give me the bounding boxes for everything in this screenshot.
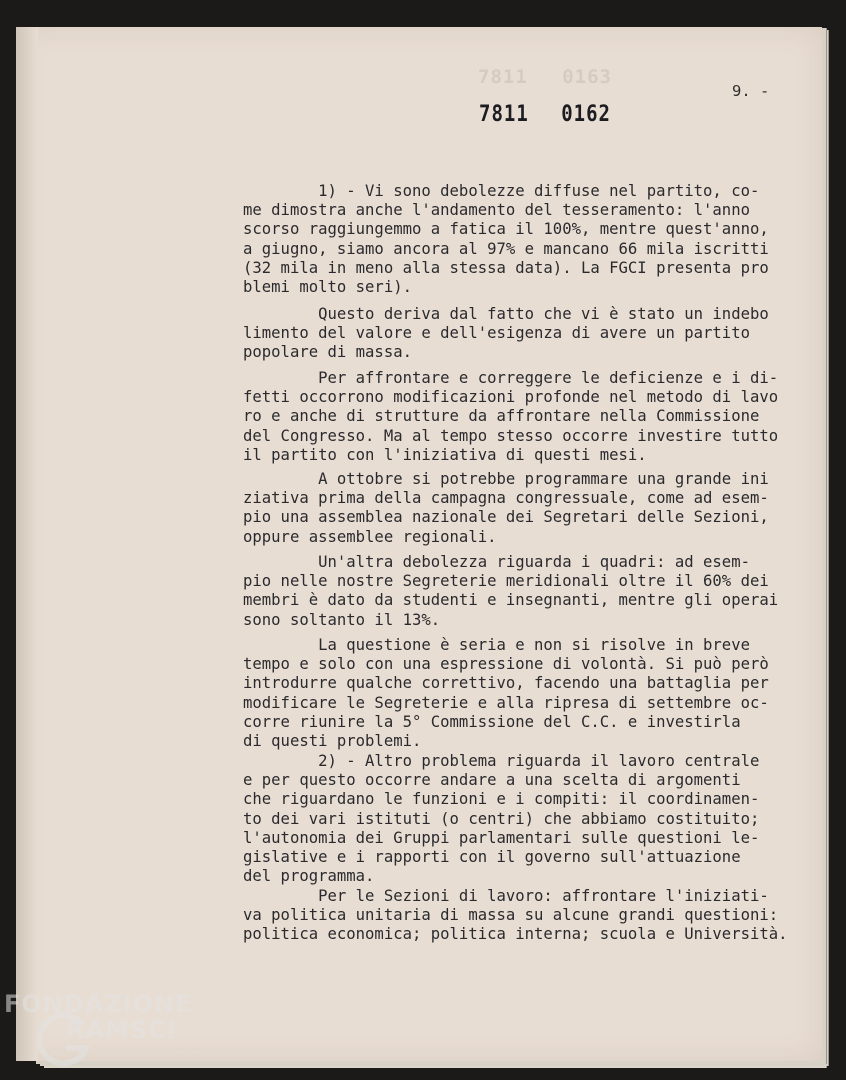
page-binding-shadow: [16, 27, 38, 1061]
watermark-line-1: FONDAZIONE: [4, 990, 193, 1018]
page-number: 9. -: [732, 82, 770, 100]
watermark-suffix: onlus: [174, 1048, 201, 1059]
paragraph-8: Per le Sezioni di lavoro: affrontare l'iniziati- va politica unitaria di massa su alcune grandi questioni: politica economica; politica interna; scuola e Università.: [243, 887, 788, 944]
paragraph-7: 2) - Altro problema riguarda il lavoro centrale e per questo occorre andare a una scelta di argomenti che riguardano le funzioni e i compiti: il coordinamen- to dei vari istituti (o centri) che abbiamo costituito; l'autonomia dei Gruppi parlamentari sulle questioni le- gislative e i rapporti con il governo sull'attuazione del programma.: [243, 752, 760, 886]
archive-stamp-number: 7811 0162: [479, 101, 611, 127]
paragraph-5: Un'altra debolezza riguarda i quadri: ad esem- pio nelle nostre Segreterie meridionali oltre il 60% dei membri è dato da studenti e insegnanti, mentre gli operai sono soltanto il 13%.: [243, 553, 779, 629]
paragraph-2: Questo deriva dal fatto che vi è stato un indebo limento del valore e dell'esigenza di avere un partito popolare di massa.: [243, 305, 769, 362]
bleed-through-number: 7811 0163: [478, 66, 612, 88]
paragraph-4: A ottobre si potrebbe programmare una grande ini ziativa prima della campagna congressuale, come ad esem- pio una assemblea nazionale dei Segretari delle Sezioni, oppure assemblee regionali.: [243, 470, 769, 546]
paragraph-1: 1) - Vi sono debolezze diffuse nel partito, co- me dimostra anche l'andamento del tesseramento: l'anno scorso raggiungemmo a fatica il 100%, mentre quest'anno, a giugno, siamo ancora al 97% e mancano 66 mila iscritti (32 mila in meno alla stessa data). La FGCI presenta pro blemi molto seri).: [243, 182, 769, 297]
paragraph-6: La questione è seria e non si risolve in breve tempo e solo con una espressione di volontà. Si può però introdurre qualche correttivo, facendo una battaglia per modificare le Segreterie e alla ripresa di settembre oc- corre riunire la 5° Commissione del C.C. e investirla di questi problemi.: [243, 636, 769, 751]
fondazione-gramsci-watermark: [4, 990, 214, 1070]
watermark-line-2: RAMSCI: [66, 1016, 177, 1044]
paragraph-3: Per affrontare e correggere le deficienze e i di- fetti occorrono modificazioni profonde nel metodo di lavo ro e anche di strutture da affrontare nella Commissione del Congresso. Ma al tempo stesso occorre investire tutto il partito con l'iniziativa di questi mesi.: [243, 369, 779, 464]
